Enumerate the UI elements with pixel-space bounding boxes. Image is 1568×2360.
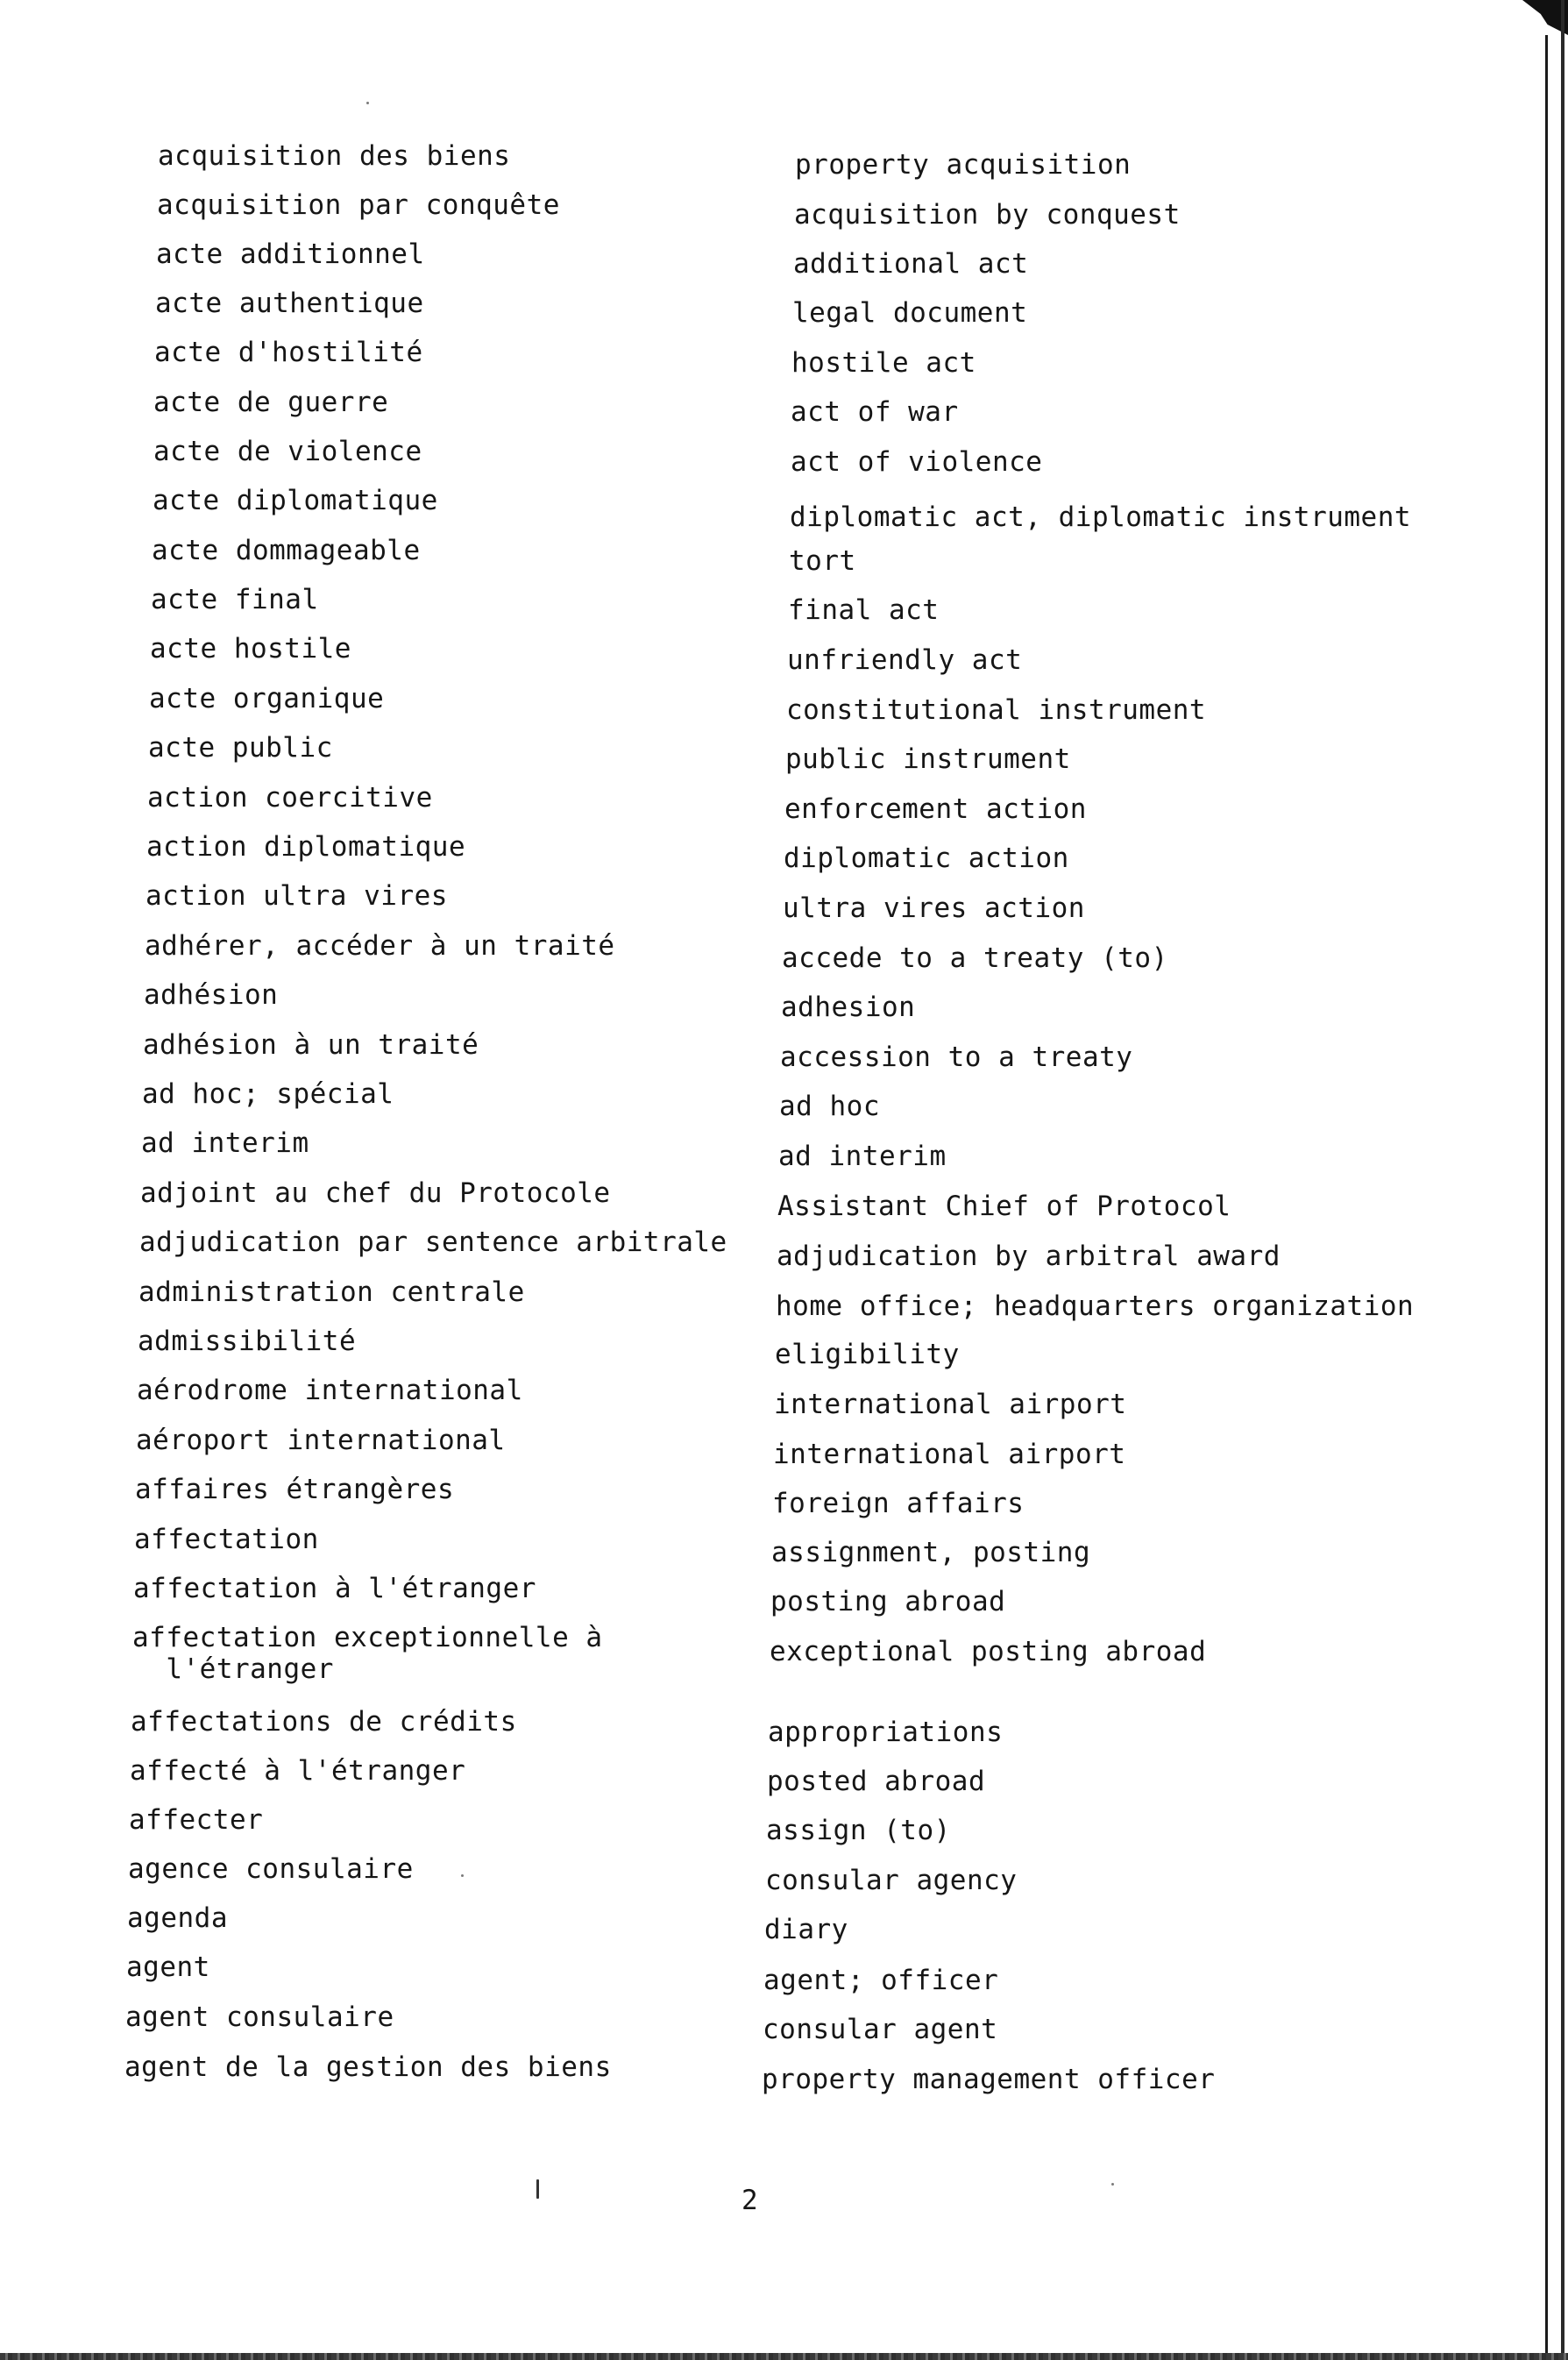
english-term: accede to a treaty (to) xyxy=(782,942,1168,974)
english-term: property acquisition xyxy=(795,149,1132,181)
french-term: ad interim xyxy=(141,1127,309,1159)
page-number: 2 xyxy=(741,2185,758,2216)
french-term: acquisition par conquête xyxy=(157,189,560,221)
english-term: diary xyxy=(764,1914,848,1945)
french-term: adhésion à un traité xyxy=(143,1029,479,1061)
english-term: legal document xyxy=(792,297,1028,329)
french-term: aérodrome international xyxy=(137,1375,523,1406)
english-term: additional act xyxy=(793,248,1029,280)
english-term: international airport xyxy=(774,1389,1127,1420)
french-term: administration centrale xyxy=(138,1276,525,1308)
english-term: posted abroad xyxy=(767,1766,986,1797)
french-term: affectation à l'étranger xyxy=(133,1573,536,1604)
french-term: agent xyxy=(126,1951,210,1983)
binding-line-inner xyxy=(1545,35,1548,2358)
bottom-scan-edge xyxy=(0,2353,1568,2360)
french-term: acte authentique xyxy=(155,288,424,319)
french-term: adjudication par sentence arbitrale xyxy=(139,1226,727,1258)
french-term: affecter xyxy=(129,1804,264,1836)
binding-line-outer xyxy=(1561,0,1564,2360)
french-term: adjoint au chef du Protocole xyxy=(140,1177,611,1209)
english-term: diplomatic act, diplomatic instrument xyxy=(790,501,1412,533)
french-term: acte organique xyxy=(149,683,385,714)
english-term: exceptional posting abroad xyxy=(770,1636,1207,1667)
english-term: adhesion xyxy=(781,992,916,1023)
english-term: act of violence xyxy=(791,446,1043,478)
english-term: final act xyxy=(788,594,940,626)
french-term: action diplomatique xyxy=(146,831,466,863)
french-term: acte hostile xyxy=(150,633,351,665)
scan-speck xyxy=(1111,2183,1114,2186)
english-term: tort xyxy=(789,545,856,577)
english-term: diplomatic action xyxy=(784,842,1069,874)
french-term: agenda xyxy=(127,1902,228,1934)
french-term: agent consulaire xyxy=(125,2001,394,2033)
french-term: action coercitive xyxy=(147,782,433,814)
english-term: posting abroad xyxy=(770,1586,1006,1617)
french-term: acte final xyxy=(151,584,319,615)
english-term: international airport xyxy=(773,1439,1126,1470)
english-term: ad interim xyxy=(778,1141,947,1172)
english-term: adjudication by arbitral award xyxy=(777,1240,1281,1272)
english-term: ultra vires action xyxy=(783,892,1085,924)
english-term: eligibility xyxy=(775,1339,960,1370)
french-term: adhésion xyxy=(144,979,279,1011)
french-term: agence consulaire xyxy=(128,1853,414,1885)
english-term: home office; headquarters organization xyxy=(776,1290,1415,1322)
english-term: public instrument xyxy=(785,743,1071,775)
english-term: unfriendly act xyxy=(787,644,1023,676)
french-term: affecté à l'étranger xyxy=(130,1755,466,1787)
french-term: agent de la gestion des biens xyxy=(124,2051,612,2083)
scan-mark xyxy=(536,2179,539,2199)
french-term: acte d'hostilité xyxy=(154,337,423,368)
english-term: acquisition by conquest xyxy=(794,199,1181,231)
english-term: consular agency xyxy=(765,1865,1018,1896)
english-term: property management officer xyxy=(762,2064,1216,2095)
french-term: acte dommageable xyxy=(152,535,421,566)
french-term: affaires étrangères xyxy=(135,1474,455,1505)
french-term: action ultra vires xyxy=(145,880,448,912)
english-term: constitutional instrument xyxy=(786,694,1207,726)
french-term: affectation xyxy=(134,1524,319,1555)
english-term: assignment, posting xyxy=(771,1537,1091,1568)
french-term: acte de violence xyxy=(153,436,422,467)
french-term: admissibilité xyxy=(138,1326,357,1357)
english-term: agent; officer xyxy=(763,1965,999,1996)
french-term: acquisition des biens xyxy=(158,140,511,172)
scan-speck xyxy=(461,1874,464,1877)
english-term: appropriations xyxy=(768,1717,1004,1748)
english-term: assign (to) xyxy=(766,1815,951,1846)
french-term: acte public xyxy=(148,732,333,764)
scan-speck xyxy=(366,102,369,104)
english-term: accession to a treaty xyxy=(780,1041,1133,1073)
french-term: affectation exceptionnelle à l'étranger xyxy=(132,1622,603,1685)
english-term: ad hoc xyxy=(779,1091,880,1122)
french-term: ad hoc; spécial xyxy=(142,1078,394,1110)
english-term: Assistant Chief of Protocol xyxy=(777,1191,1231,1222)
english-term: enforcement action xyxy=(784,793,1087,825)
french-term: adhérer, accéder à un traité xyxy=(145,930,615,962)
binding-edge xyxy=(1522,0,1568,2360)
french-term: acte diplomatique xyxy=(153,485,438,516)
french-term: affectations de crédits xyxy=(131,1706,517,1738)
french-term: acte additionnel xyxy=(156,238,425,270)
english-term: act of war xyxy=(791,396,959,428)
english-term: foreign affairs xyxy=(772,1488,1025,1519)
english-term: hostile act xyxy=(791,347,976,379)
french-term: aéroport international xyxy=(136,1425,506,1456)
french-term: acte de guerre xyxy=(153,387,389,418)
english-term: consular agent xyxy=(763,2014,998,2045)
